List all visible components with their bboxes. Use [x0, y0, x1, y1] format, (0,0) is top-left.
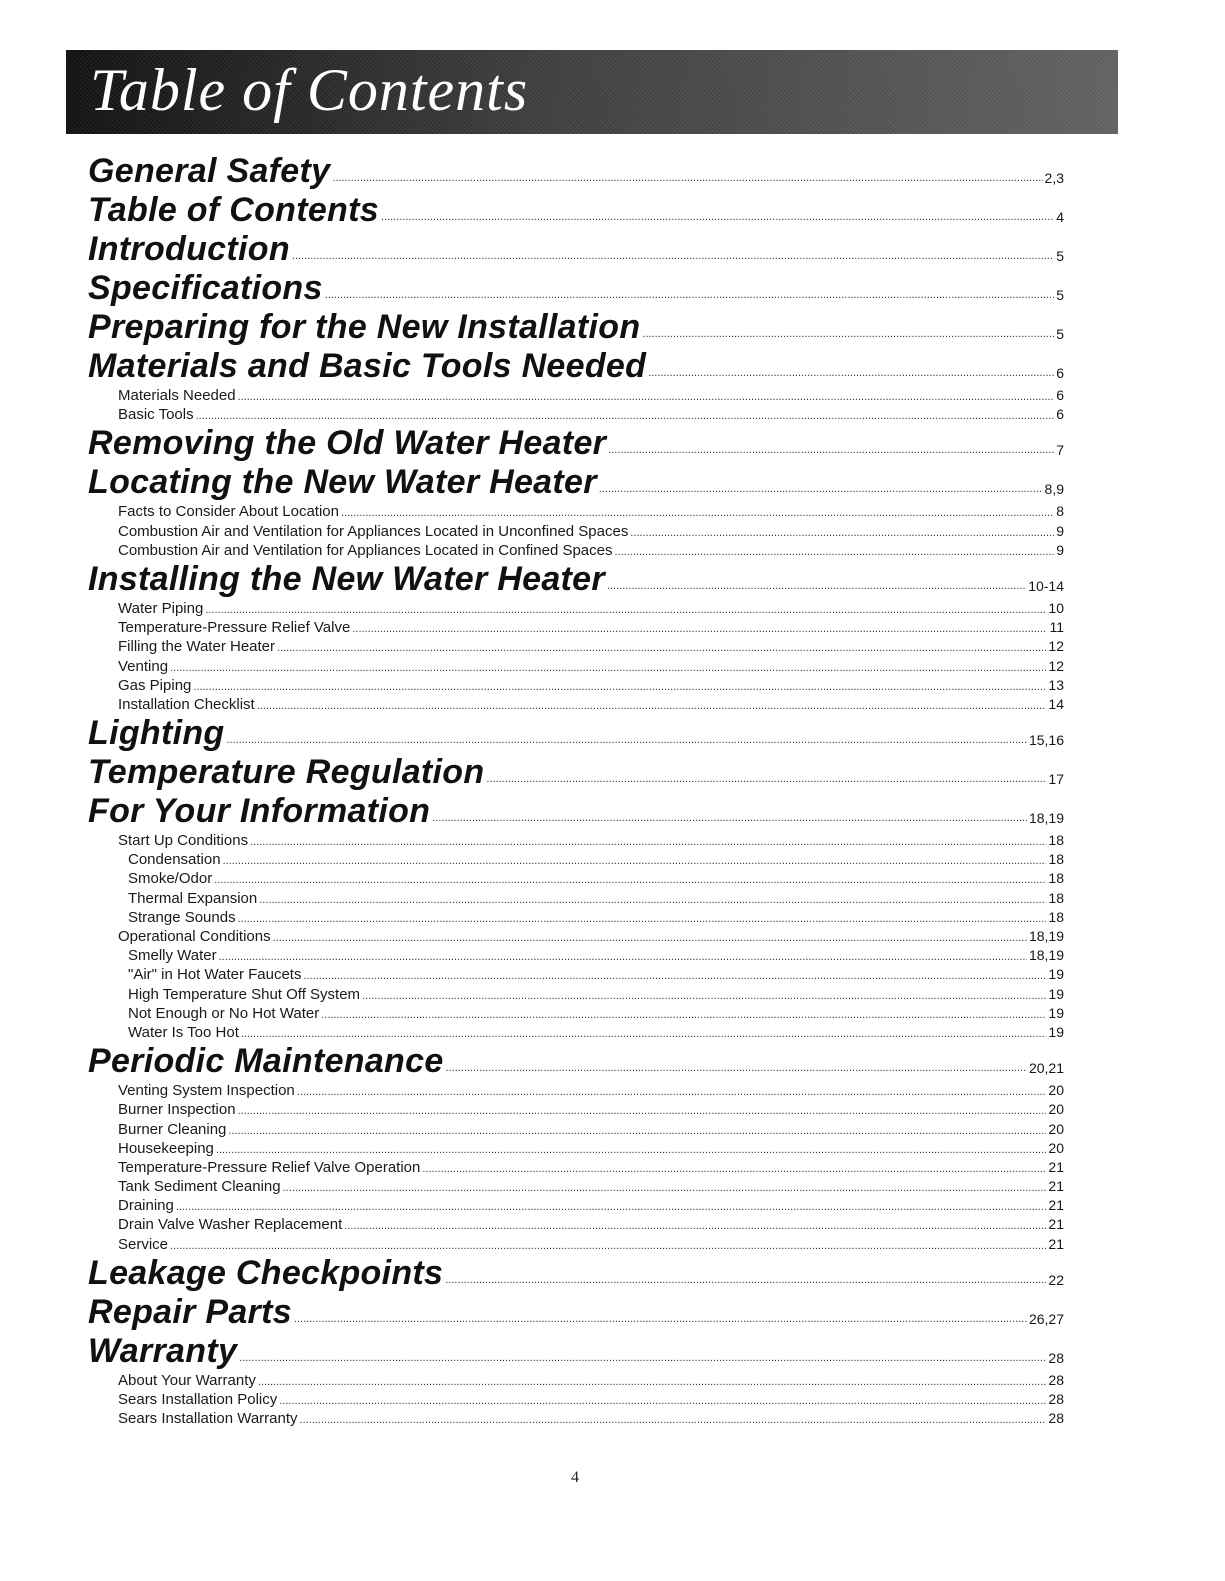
toc-section[interactable]: [88, 191, 1064, 230]
toc-section[interactable]: [88, 1254, 1064, 1293]
entry-page-number: 22: [1048, 1271, 1064, 1288]
entry-title: Repair Parts: [88, 1292, 292, 1331]
entry-page-number: 5: [1056, 326, 1064, 342]
dot-leader: [228, 1122, 1046, 1141]
dot-leader: [486, 772, 1046, 792]
toc-subentry[interactable]: [118, 1081, 1064, 1100]
entry-title: Facts to Consider About Location: [118, 503, 339, 521]
entry-title: Removing the Old Water Heater: [88, 424, 607, 463]
toc-subentry[interactable]: [128, 965, 1064, 984]
entry-title: For Your Information: [88, 792, 431, 831]
entry-title: About Your Warranty: [118, 1371, 256, 1389]
toc-section[interactable]: [88, 753, 1064, 792]
dot-leader: [216, 1141, 1047, 1160]
entry-title: Temperature-Pressure Relief Valve Operation: [118, 1158, 421, 1176]
entry-title: Periodic Maintenance: [88, 1042, 444, 1081]
dot-leader: [608, 443, 1054, 463]
dot-leader: [422, 1160, 1046, 1179]
entry-title: Housekeeping: [118, 1139, 214, 1157]
dot-leader: [214, 871, 1046, 890]
toc-subentry[interactable]: [128, 889, 1064, 908]
dot-leader: [226, 733, 1026, 753]
toc-subentry[interactable]: [128, 1004, 1064, 1023]
toc-section[interactable]: [88, 1042, 1064, 1081]
entry-page-number: 5: [1056, 287, 1064, 303]
page-title: Table of Contents: [90, 57, 529, 123]
entry-title: Temperature-Pressure Relief Valve: [118, 619, 351, 637]
toc-subentry[interactable]: [118, 405, 1064, 424]
toc-subentry[interactable]: [128, 946, 1064, 965]
entry-title: Combustion Air and Ventilation for Appliances Located in Confined Spaces: [118, 541, 613, 559]
entry-title: Thermal Expansion: [128, 889, 258, 907]
entry-title: Service: [118, 1235, 169, 1253]
toc-section[interactable]: [88, 347, 1064, 386]
toc-section[interactable]: [88, 152, 1064, 191]
toc-section[interactable]: [88, 560, 1064, 599]
entry-page-number: 18: [1048, 908, 1064, 925]
entry-page-number: 6: [1056, 406, 1064, 423]
toc-section[interactable]: [88, 269, 1064, 308]
dot-leader: [273, 929, 1027, 948]
dot-leader: [170, 1237, 1046, 1256]
entry-title: Preparing for the New Installation: [88, 308, 641, 346]
dot-leader: [445, 1273, 1046, 1293]
entry-page-number: 6: [1056, 365, 1064, 381]
toc-subentry[interactable]: [118, 1158, 1064, 1177]
entry-page-number: 21: [1048, 1178, 1064, 1195]
dot-leader: [325, 288, 1054, 308]
entry-title: Operational Conditions: [118, 928, 271, 945]
dot-leader: [297, 1083, 1047, 1102]
toc-subentry[interactable]: [118, 1235, 1064, 1254]
entry-page-number: 28: [1048, 1410, 1064, 1427]
entry-title: Draining: [118, 1197, 174, 1215]
entry-page-number: 20: [1048, 1101, 1064, 1118]
toc-subentry[interactable]: [118, 1371, 1064, 1390]
entry-title: Start Up Conditions: [118, 832, 249, 850]
entry-title: Table of Contents: [88, 191, 379, 229]
dot-leader: [239, 1351, 1046, 1371]
entry-page-number: 19: [1048, 1004, 1064, 1021]
page-number: 4: [571, 1469, 579, 1486]
dot-leader: [205, 601, 1046, 620]
entry-title: Warranty: [88, 1331, 238, 1370]
entry-page-number: 18: [1048, 870, 1064, 887]
entry-title: Water Is Too Hot: [128, 1023, 239, 1041]
entry-page-number: 18: [1048, 832, 1064, 849]
entry-title: Basic Tools: [118, 406, 194, 424]
entry-page-number: 28: [1048, 1371, 1064, 1388]
dot-leader: [341, 504, 1054, 523]
entry-title: Venting System Inspection: [118, 1082, 295, 1100]
toc-subentry[interactable]: [128, 850, 1064, 869]
entry-title: Combustion Air and Ventilation for Appliances Located in Unconfined Spaces: [118, 522, 629, 540]
entry-title: Water Piping: [118, 599, 204, 617]
entry-title: Filling the Water Heater: [118, 638, 276, 656]
toc-subentry[interactable]: [118, 502, 1064, 521]
dot-leader: [279, 1392, 1046, 1411]
dot-leader: [648, 366, 1054, 386]
dot-leader: [321, 1006, 1046, 1025]
toc-section[interactable]: [88, 1293, 1064, 1332]
toc-subentry[interactable]: [118, 1215, 1064, 1234]
toc-section[interactable]: [88, 230, 1064, 269]
entry-title: General Safety: [88, 152, 331, 190]
dot-leader: [607, 579, 1026, 599]
entry-page-number: 4: [1056, 209, 1064, 225]
entry-page-number: 21: [1048, 1158, 1064, 1175]
toc-section[interactable]: [88, 792, 1064, 831]
dot-leader: [292, 249, 1054, 269]
dot-leader: [381, 210, 1054, 230]
entry-page-number: 13: [1048, 676, 1064, 693]
entry-page-number: 20: [1048, 1139, 1064, 1156]
dot-leader: [599, 482, 1043, 502]
dot-leader: [642, 327, 1054, 347]
dot-leader: [332, 171, 1042, 191]
entry-title: Materials and Basic Tools Needed: [88, 347, 647, 385]
entry-title: Gas Piping: [118, 676, 192, 694]
entry-page-number: 8: [1056, 503, 1064, 520]
dot-leader: [294, 1312, 1027, 1332]
entry-page-number: 20: [1048, 1120, 1064, 1137]
entry-page-number: 17: [1048, 771, 1064, 788]
entry-title: Burner Cleaning: [118, 1120, 227, 1138]
toc-subentry[interactable]: [118, 657, 1064, 676]
entry-title: Venting: [118, 657, 169, 675]
entry-page-number: 28: [1048, 1349, 1064, 1366]
dot-leader: [241, 1025, 1047, 1044]
toc-subentry[interactable]: [118, 1196, 1064, 1215]
toc-subentry[interactable]: [118, 1100, 1064, 1119]
entry-page-number: 18,19: [1028, 928, 1064, 944]
dot-leader: [170, 659, 1046, 678]
dot-leader: [615, 543, 1055, 562]
toc-section[interactable]: [88, 424, 1064, 463]
toc-subentry[interactable]: [118, 599, 1064, 618]
entry-page-number: 18: [1048, 889, 1064, 906]
toc-subentry[interactable]: [118, 927, 1064, 946]
entry-page-number: 12: [1048, 638, 1064, 655]
toc-subentry[interactable]: [128, 908, 1064, 927]
entry-page-number: 19: [1048, 966, 1064, 983]
toc-subentry[interactable]: [128, 1023, 1064, 1042]
dot-leader: [352, 620, 1047, 639]
entry-page-number: 15,16: [1028, 732, 1064, 749]
entry-page-number: 9: [1056, 522, 1064, 539]
entry-title: Installation Checklist: [118, 695, 255, 713]
dot-leader: [303, 967, 1046, 986]
dot-leader: [223, 852, 1047, 871]
dot-leader: [238, 388, 1055, 407]
toc-subentry[interactable]: [118, 831, 1064, 850]
entry-title: Condensation: [128, 851, 221, 869]
entry-title: Drain Valve Washer Replacement: [118, 1216, 343, 1234]
entry-page-number: 18,19: [1028, 947, 1064, 964]
dot-leader: [432, 811, 1027, 831]
entry-title: Installing the New Water Heater: [88, 559, 605, 598]
entry-page-number: 20,21: [1028, 1060, 1064, 1077]
dot-leader: [196, 407, 1055, 426]
entry-page-number: 21: [1048, 1235, 1064, 1252]
entry-page-number: 18: [1048, 851, 1064, 868]
dot-leader: [277, 639, 1046, 658]
toc-section[interactable]: [88, 463, 1064, 502]
dot-leader: [259, 891, 1046, 910]
entry-title: Locating the New Water Heater: [88, 463, 597, 502]
entry-page-number: 10: [1048, 599, 1064, 616]
entry-page-number: 10-14: [1028, 577, 1064, 594]
entry-page-number: 28: [1048, 1391, 1064, 1407]
toc-subentry[interactable]: [128, 869, 1064, 888]
dot-leader: [219, 948, 1027, 967]
dot-leader: [446, 1061, 1027, 1081]
dot-leader: [283, 1179, 1047, 1198]
dot-leader: [344, 1217, 1046, 1236]
toc-subentry[interactable]: [118, 1139, 1064, 1158]
entry-page-number: 14: [1048, 695, 1064, 712]
toc-subentry[interactable]: [118, 676, 1064, 695]
entry-title: Burner Inspection: [118, 1101, 236, 1119]
title-banner: [66, 50, 1118, 134]
dot-leader: [257, 697, 1047, 716]
toc-subentry[interactable]: [118, 386, 1064, 405]
entry-title: Leakage Checkpoints: [88, 1253, 444, 1292]
entry-page-number: 12: [1048, 657, 1064, 674]
entry-title: Not Enough or No Hot Water: [128, 1004, 320, 1022]
dot-leader: [258, 1373, 1047, 1392]
toc-subentry[interactable]: [118, 618, 1064, 637]
entry-page-number: 7: [1056, 442, 1064, 459]
toc-subentry[interactable]: [128, 985, 1064, 1004]
entry-page-number: 8,9: [1044, 481, 1064, 498]
entry-page-number: 18,19: [1028, 810, 1064, 827]
toc-subentry[interactable]: [118, 1177, 1064, 1196]
toc-subentry[interactable]: [118, 637, 1064, 656]
dot-leader: [630, 524, 1054, 543]
entry-title: Tank Sediment Cleaning: [118, 1178, 281, 1196]
entry-page-number: 20: [1048, 1082, 1064, 1099]
toc-section[interactable]: [88, 714, 1064, 753]
entry-page-number: 19: [1048, 1023, 1064, 1040]
entry-title: Introduction: [88, 230, 290, 268]
dot-leader: [193, 678, 1046, 697]
dot-leader: [176, 1198, 1047, 1217]
entry-title: Specifications: [88, 269, 323, 307]
entry-page-number: 6: [1056, 387, 1064, 403]
entry-title: Lighting: [88, 714, 225, 753]
entry-page-number: 5: [1056, 248, 1064, 264]
entry-title: Strange Sounds: [128, 908, 236, 926]
entry-title: High Temperature Shut Off System: [128, 985, 361, 1003]
entry-title: Sears Installation Policy: [118, 1391, 278, 1408]
entry-page-number: 21: [1048, 1197, 1064, 1214]
entry-title: Materials Needed: [118, 387, 236, 404]
entry-page-number: 19: [1048, 985, 1064, 1002]
toc-section[interactable]: [88, 308, 1064, 347]
toc-subentry[interactable]: [118, 695, 1064, 714]
entry-title: Sears Installation Warranty: [118, 1410, 298, 1428]
toc-section[interactable]: [88, 1332, 1064, 1371]
entry-title: Smoke/Odor: [128, 870, 213, 888]
dot-leader: [300, 1411, 1047, 1430]
toc-subentry[interactable]: [118, 522, 1064, 541]
entry-page-number: 2,3: [1044, 170, 1064, 186]
entry-title: Temperature Regulation: [88, 753, 485, 792]
toc-subentry[interactable]: [118, 1120, 1064, 1139]
dot-leader: [238, 1102, 1047, 1121]
entry-title: "Air" in Hot Water Faucets: [128, 966, 302, 984]
entry-title: Smelly Water: [128, 947, 217, 965]
entry-page-number: 26,27: [1028, 1310, 1064, 1327]
dot-leader: [238, 910, 1047, 929]
toc-subentry[interactable]: [118, 1390, 1064, 1409]
table-of-contents: [88, 152, 1064, 1428]
toc-subentry[interactable]: [118, 1409, 1064, 1428]
toc-subentry[interactable]: [118, 541, 1064, 560]
entry-page-number: 11: [1049, 619, 1064, 636]
entry-page-number: 9: [1056, 541, 1064, 558]
dot-leader: [362, 987, 1046, 1006]
entry-page-number: 21: [1048, 1216, 1064, 1233]
dot-leader: [250, 833, 1046, 852]
